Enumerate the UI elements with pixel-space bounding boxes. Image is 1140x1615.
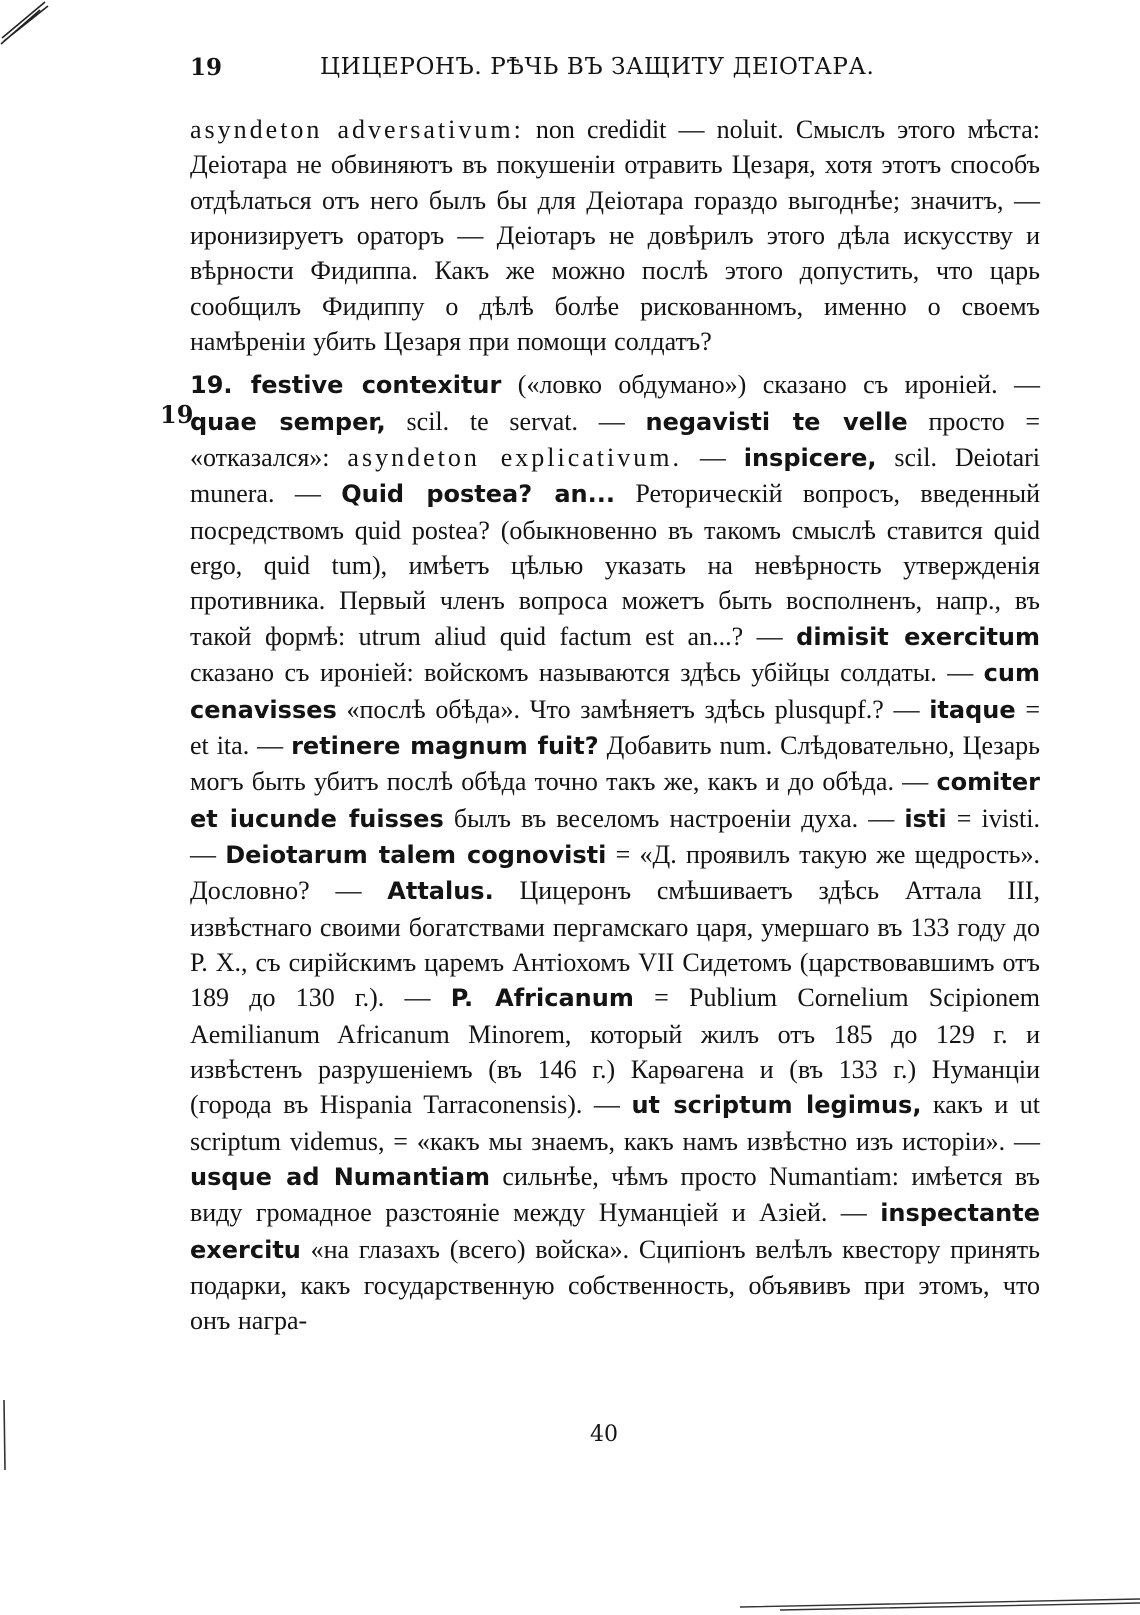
lemma: dimisit exercitum bbox=[796, 622, 1041, 651]
lemma: retinere magnum fuit? bbox=[291, 731, 599, 760]
text: scil. te servat. — bbox=[385, 406, 646, 436]
lemma: comiter et iucunde fuisses bbox=[190, 768, 1040, 833]
text: «послѣ обѣда». Что замѣняетъ здѣсь plusqupf.? — bbox=[336, 694, 930, 724]
lemma: inspectante exercitu bbox=[190, 1199, 1040, 1264]
term: asyndeton adversativum: bbox=[190, 115, 524, 144]
text: = Publium Cornelium Scipionem Aemilianum Africanum Minorem, который жилъ отъ 185 до 129 г. и извѣстенъ разрушеніемъ (въ 146 г.) Карѳагена и (въ 133 г.) Нуманціи (города въ Hispania Tarraconensis). — bbox=[190, 983, 1041, 1120]
text: scil. Deiotari munera. — bbox=[190, 443, 1041, 509]
lemma: ut scriptum legimus, bbox=[631, 1091, 922, 1120]
lemma: Attalus. bbox=[387, 877, 494, 906]
text: какъ и ut scriptum videmus, = «какъ мы знаемъ, какъ намъ извѣстно изъ исторіи». — bbox=[190, 1090, 1040, 1156]
lemma: negavisti te velle bbox=[645, 407, 908, 436]
commentary-text bbox=[190, 112, 1040, 1339]
header-page-number: 19 bbox=[190, 54, 223, 81]
paragraph-1 bbox=[190, 112, 1040, 359]
text: сильнѣе, чѣмъ просто Numantiam: имѣется въ виду громадное разстояніе между Нуманціей и Азіей. — bbox=[190, 1161, 1040, 1228]
text: «на глазахъ (всего) войска». Сципіонъ велѣлъ квестору принять подарки, какъ государственную собственность, объявивъ при этомъ, что онъ награ- bbox=[190, 1234, 1040, 1336]
text: просто = «отказался»: bbox=[190, 406, 1040, 473]
text: = ivisti. — bbox=[190, 803, 1040, 869]
lemma: P. Africanum bbox=[450, 984, 634, 1013]
term: asyndeton explicativum. bbox=[347, 443, 682, 473]
text: («ловко обдумано») сказано съ ироніей. — bbox=[501, 370, 1040, 400]
text: Реторическій вопросъ, введенный посредствомъ quid postea? (обыкновенно въ такомъ смыслѣ ставится quid ergo, quid tum), имѣетъ цѣлью указать на невѣрность утвержденія противника. Первый членъ вопроса можетъ быть восполненъ, напр., въ такой формѣ: utrum aliud quid factum est an...? — bbox=[190, 479, 1040, 651]
lemma: quae semper, bbox=[190, 407, 386, 436]
corner-scratch-mark bbox=[0, 0, 60, 50]
text: былъ въ веселомъ настроеніи духа. — bbox=[443, 803, 905, 833]
lemma: 19. festive contexitur bbox=[190, 371, 502, 400]
folio-number: 40 bbox=[590, 1422, 618, 1447]
text: = et ita. — bbox=[190, 694, 1040, 760]
lemma: Quid postea? an... bbox=[341, 480, 615, 509]
running-header bbox=[190, 50, 1040, 90]
lemma: itaque bbox=[929, 695, 1016, 724]
text: Цицеронъ смѣшиваетъ здѣсь Аттала III, извѣстнаго своими богатствами пергамскаго царя, умершаго въ 133 году до Р. Х., съ сирійскимъ царемъ Антіохомъ VII Сидетомъ (царствовавшимъ отъ 189 до 130 г.). — bbox=[190, 876, 1040, 1013]
lemma: isti bbox=[904, 804, 947, 833]
lemma: inspicere, bbox=[743, 444, 877, 473]
header-title: ЦИЦЕРОНЪ. РѢЧЬ ВЪ ЗАЩИТУ ДЕІОТАРА. bbox=[320, 54, 875, 80]
lemma: Deiotarum talem cognovisti bbox=[225, 840, 607, 869]
lemma: cum cenavisses bbox=[190, 659, 1040, 724]
text: — bbox=[681, 443, 744, 473]
lemma: usque ad Numantiam bbox=[190, 1162, 491, 1191]
margin-section-number: 19 bbox=[160, 400, 194, 429]
text: Добавить num. Слѣдовательно, Цезарь могъ быть убитъ послѣ обѣда точно такъ же, какъ и до обѣда. — bbox=[190, 730, 1040, 797]
bottom-scratch-line bbox=[740, 1585, 1140, 1615]
text: сказано съ ироніей: войскомъ называются здѣсь убійцы солдаты. — bbox=[190, 658, 984, 688]
paragraph-2 bbox=[190, 367, 1040, 1338]
text: = «Д. проявилъ такую же щедрость». Дословно? — bbox=[190, 839, 1041, 906]
text: non credidit — noluit. Смыслъ этого мѣста: Деіотара не обвиняютъ въ покушеніи отравить Цезаря, хотя этотъ способъ отдѣлаться отъ него былъ бы для Деіотара гораздо выгоднѣе; значитъ, — иронизируетъ ораторъ — Деіотаръ не довѣрилъ этого дѣла искусству и вѣрности Фидиппа. Какъ же можно послѣ этого допустить, что царь сообщилъ Фидиппу о дѣлѣ болѣе рискованномъ, именно о своемъ намѣреніи убить Цезаря при помощи солдатъ? bbox=[190, 115, 1040, 357]
